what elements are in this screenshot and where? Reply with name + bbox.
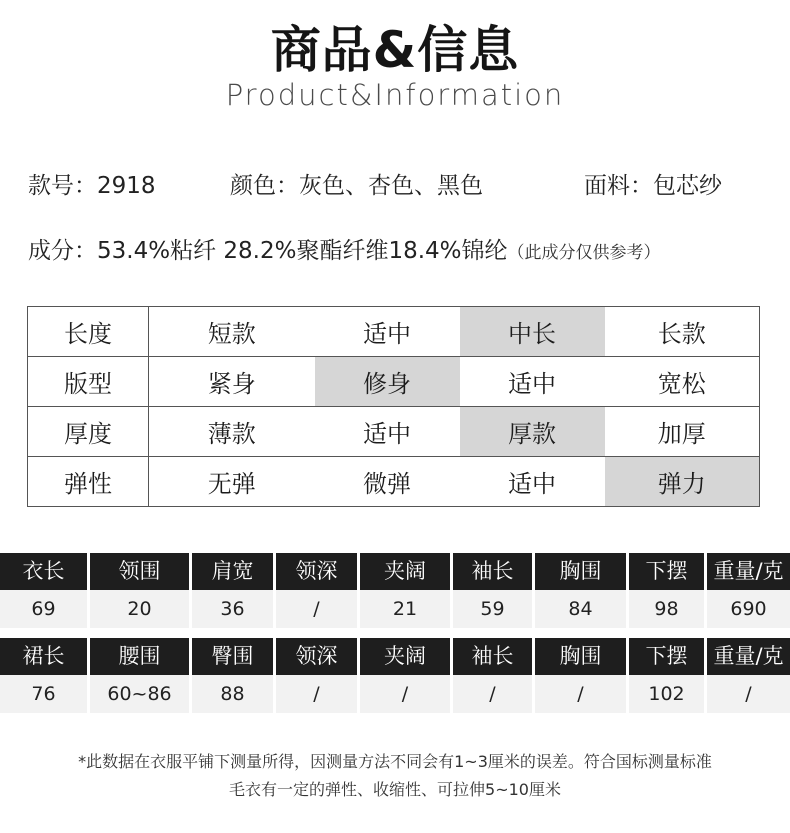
page-title: 商品&信息 — [270, 21, 520, 79]
size-value-row — [0, 675, 790, 713]
size-header-cell: 领深 — [276, 553, 360, 590]
footnote-measurement: *此数据在衣服平铺下测量所得，因测量方法不同会有1~3厘米的误差。符合国标测量标准 — [78, 752, 712, 771]
size-header-cell: 裙长 — [0, 638, 90, 675]
size-header-cell: 臀围 — [192, 638, 276, 675]
attribute-table — [27, 306, 760, 507]
attribute-option: 适中 — [460, 357, 605, 407]
size-value-cell: 102 — [629, 675, 707, 713]
attribute-option-selected: 修身 — [315, 357, 460, 407]
size-value-cell: / — [453, 675, 535, 713]
footnote-elasticity: 毛衣有一定的弹性、收缩性、可拉伸5~10厘米 — [229, 780, 561, 799]
size-value-cell: / — [360, 675, 453, 713]
size-value-cell: 690 — [707, 590, 790, 628]
size-value-cell: / — [276, 675, 360, 713]
size-header-cell: 胸围 — [535, 638, 629, 675]
size-value-cell: 88 — [192, 675, 276, 713]
attribute-label: 版型 — [28, 357, 149, 407]
color-list: 颜色：灰色、杏色、黑色 — [230, 173, 483, 199]
attribute-option: 长款 — [605, 307, 760, 357]
attribute-option: 薄款 — [149, 407, 315, 457]
size-header-cell: 袖长 — [453, 553, 535, 590]
attribute-label: 长度 — [28, 307, 149, 357]
attribute-option: 无弹 — [149, 457, 315, 507]
attribute-row — [28, 407, 760, 457]
size-header-cell: 夹阔 — [360, 638, 453, 675]
size-table-bottom — [0, 638, 790, 713]
attribute-option-selected: 厚款 — [460, 407, 605, 457]
size-value-row — [0, 590, 790, 628]
size-value-cell: / — [707, 675, 790, 713]
size-value-cell: 69 — [0, 590, 90, 628]
attribute-option: 紧身 — [149, 357, 315, 407]
attribute-option-selected: 弹力 — [605, 457, 760, 507]
attribute-row — [28, 457, 760, 507]
attribute-label: 厚度 — [28, 407, 149, 457]
size-value-cell: 21 — [360, 590, 453, 628]
size-header-cell: 衣长 — [0, 553, 90, 590]
attribute-option: 短款 — [149, 307, 315, 357]
size-table-top — [0, 553, 790, 628]
size-header-cell: 胸围 — [535, 553, 629, 590]
composition: 成分：53.4%粘纤 28.2%聚酯纤维18.4%锦纶 — [28, 238, 508, 264]
size-header-row — [0, 553, 790, 590]
attribute-label: 弹性 — [28, 457, 149, 507]
size-header-cell: 腰围 — [90, 638, 192, 675]
size-value-cell: / — [276, 590, 360, 628]
size-value-cell: 60~86 — [90, 675, 192, 713]
composition-note: （此成分仅供参考） — [507, 243, 661, 263]
size-header-cell: 领深 — [276, 638, 360, 675]
attribute-option-selected: 中长 — [460, 307, 605, 357]
size-value-cell: / — [535, 675, 629, 713]
attribute-option: 适中 — [315, 307, 460, 357]
attribute-option: 微弹 — [315, 457, 460, 507]
attribute-row — [28, 307, 760, 357]
size-header-cell: 下摆 — [629, 553, 707, 590]
size-value-cell: 59 — [453, 590, 535, 628]
size-header-cell: 下摆 — [629, 638, 707, 675]
attribute-row — [28, 357, 760, 407]
attribute-option: 适中 — [460, 457, 605, 507]
fabric: 面料：包芯纱 — [584, 173, 722, 199]
page-subtitle: Product&Information — [225, 78, 565, 112]
size-header-cell: 重量/克 — [707, 553, 790, 590]
style-number: 款号：2918 — [28, 173, 156, 199]
info-line-composition — [28, 232, 661, 265]
size-value-cell: 36 — [192, 590, 276, 628]
size-header-row — [0, 638, 790, 675]
size-value-cell: 98 — [629, 590, 707, 628]
size-header-cell: 领围 — [90, 553, 192, 590]
size-value-cell: 76 — [0, 675, 90, 713]
size-value-cell: 20 — [90, 590, 192, 628]
size-header-cell: 袖长 — [453, 638, 535, 675]
attribute-option: 适中 — [315, 407, 460, 457]
size-value-cell: 84 — [535, 590, 629, 628]
size-header-cell: 重量/克 — [707, 638, 790, 675]
attribute-option: 加厚 — [605, 407, 760, 457]
attribute-option: 宽松 — [605, 357, 760, 407]
size-header-cell: 夹阔 — [360, 553, 453, 590]
size-header-cell: 肩宽 — [192, 553, 276, 590]
